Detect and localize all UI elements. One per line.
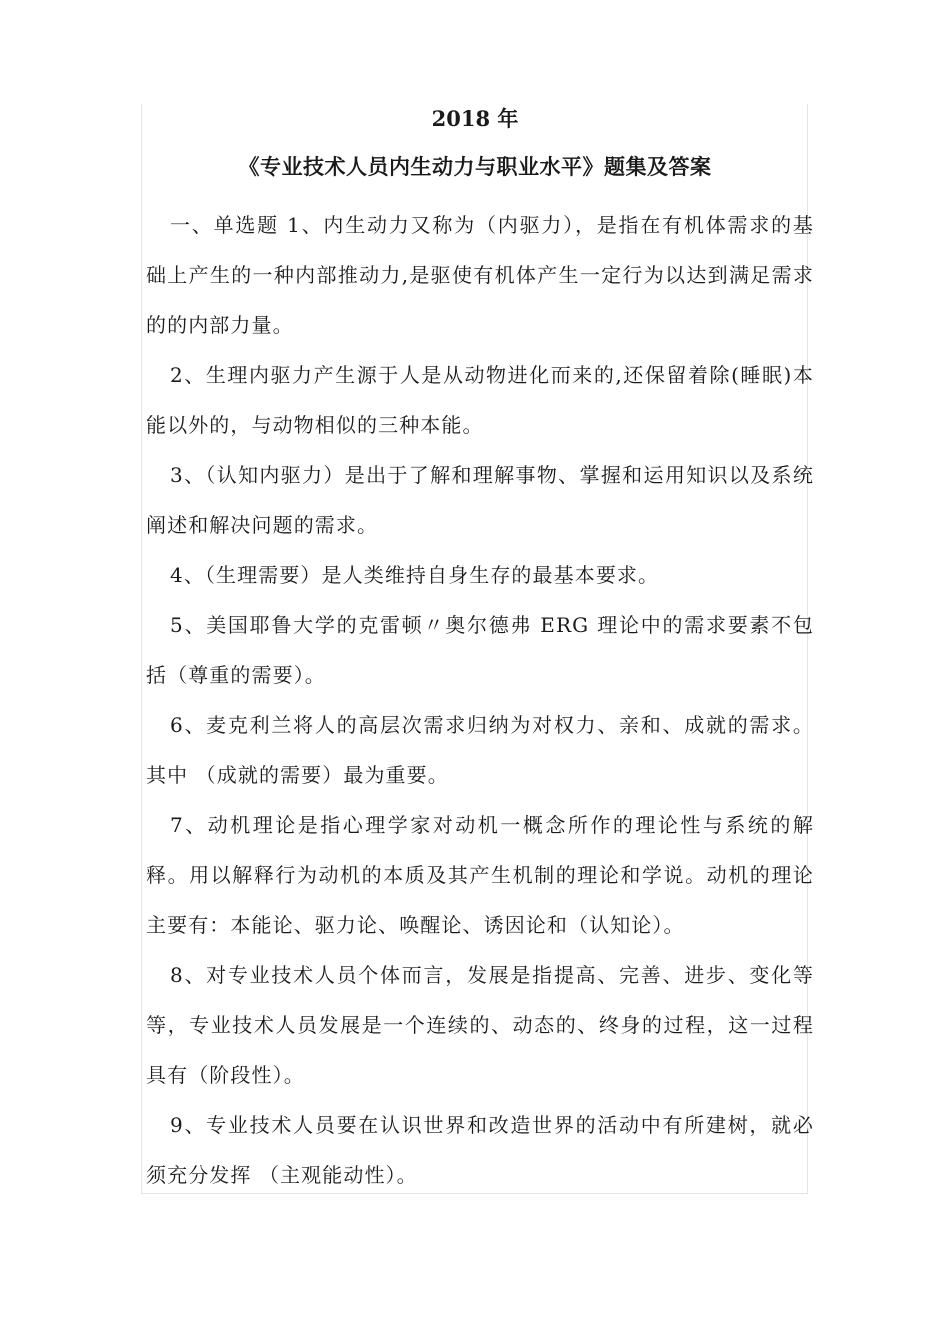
question-paragraph-3: 3、（认知内驱力）是出于了解和理解事物、掌握和运用知识以及系统阐述和解决问题的需求。 xyxy=(146,463,814,537)
question-paragraph-2: 2、生理内驱力产生源于人是从动物进化而来的,还保留着除(睡眠)本能以外的，与动物相似的三种本能。 xyxy=(146,363,814,437)
question-paragraph-9: 9、专业技术人员要在认识世界和改造世界的活动中有所建树，就必须充分发挥 （主观能动性）。 xyxy=(146,1113,814,1187)
document-title: 《专业技术人员内生动力与职业水平》题集及答案 xyxy=(238,154,712,179)
document-year: 2018 年 xyxy=(431,106,519,131)
document-body xyxy=(146,200,814,1200)
question-paragraph-1: 一、单选题 1、内生动力又称为（内驱力），是指在有机体需求的基础上产生的一种内部推动力,是驱使有机体产生一定行为以达到满足需求的的内部力量。 xyxy=(146,213,814,337)
question-paragraph-5: 5、美国耶鲁大学的克雷顿〃奥尔德弗 ERG 理论中的需求要素不包括（尊重的需要）。 xyxy=(146,613,814,687)
question-paragraph-7: 7、动机理论是指心理学家对动机一概念所作的理论性与系统的解释。用以解释行为动机的本质及其产生机制的理论和学说。动机的理论主要有：本能论、驱力论、唤醒论、诱因论和（认知论）。 xyxy=(146,813,814,937)
question-paragraph-6: 6、麦克利兰将人的高层次需求归纳为对权力、亲和、成就的需求。其中 （成就的需要）最为重要。 xyxy=(146,713,814,787)
question-paragraph-8: 8、对专业技术人员个体而言，发展是指提高、完善、进步、变化等等，专业技术人员发展是一个连续的、动态的、终身的过程，这一过程具有（阶段性）。 xyxy=(146,963,814,1087)
question-paragraph-4: 4、（生理需要）是人类维持自身生存的最基本要求。 xyxy=(170,563,660,587)
